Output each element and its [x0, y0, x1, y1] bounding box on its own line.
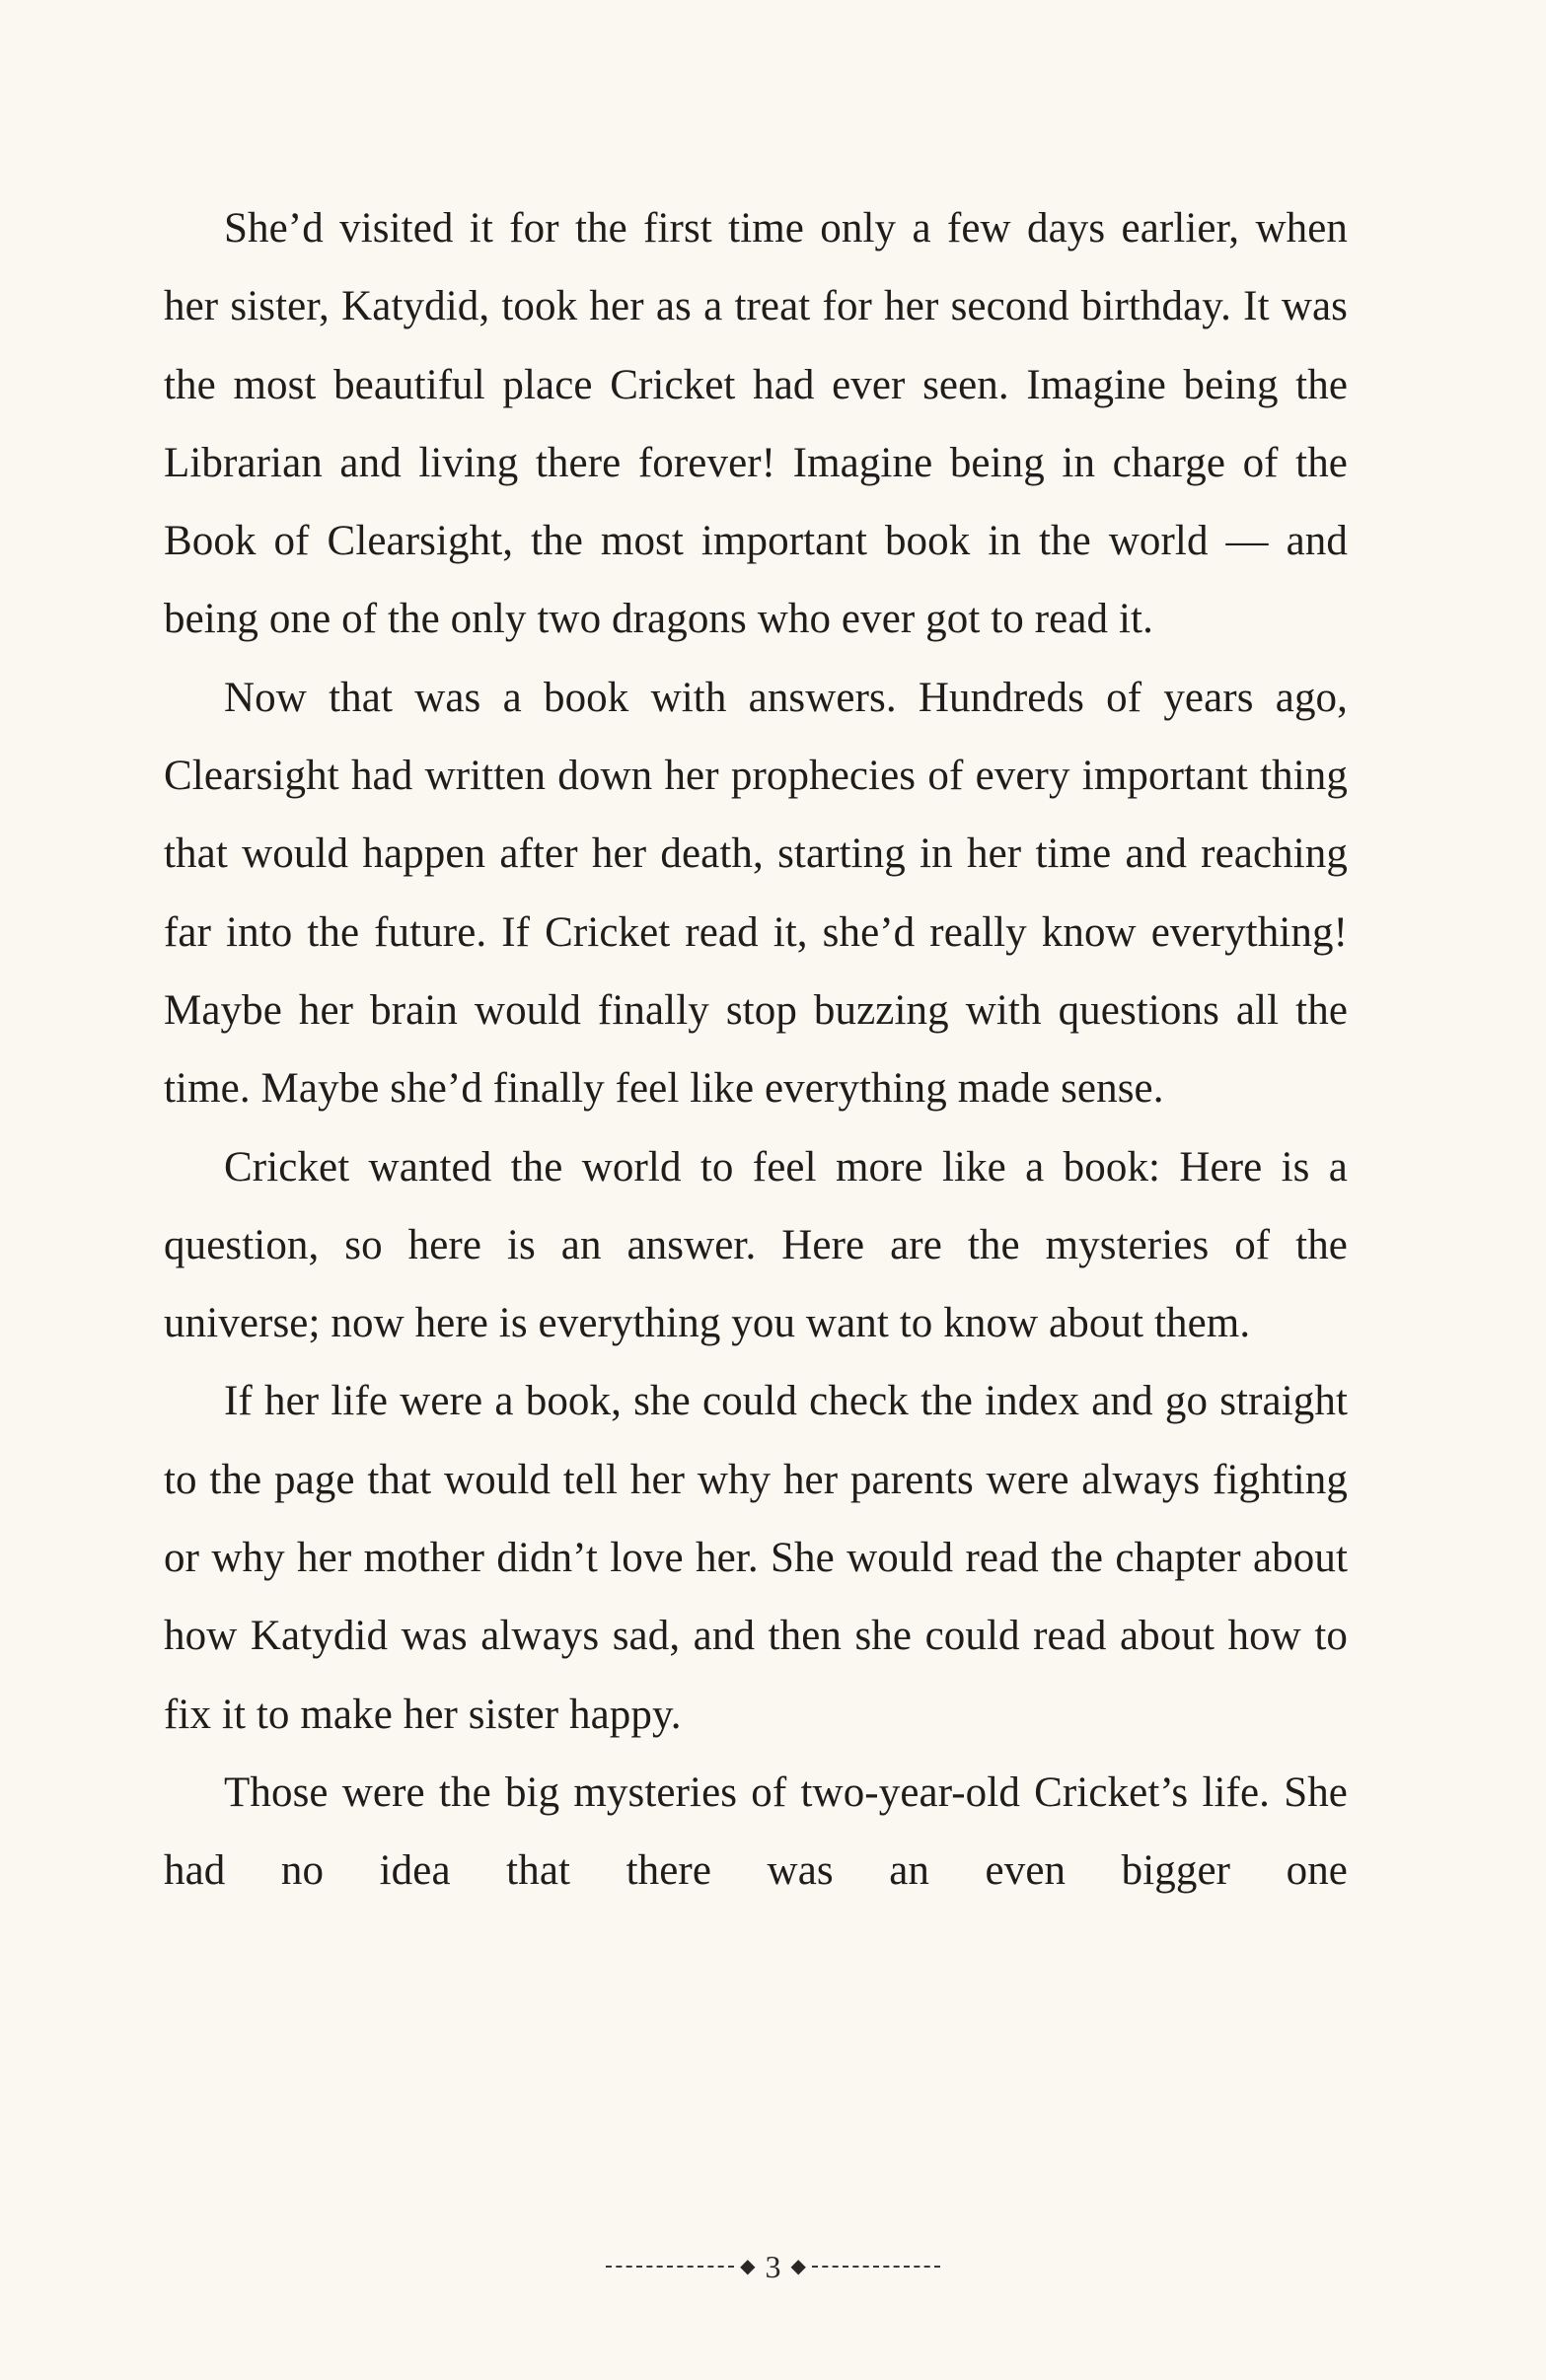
- paragraph-2: Now that was a book with answers. Hundreds of years ago, Clearsight had written down her prophecies of every important thing that would happen after her death, starting in her time and reaching far into the future. If Cricket read it, she’d really know everything! Maybe her brain would finally stop buzzing with questions all the time. Maybe she’d finally feel like everything made sense.: [164, 674, 1348, 1113]
- folio-left-rule: [606, 2266, 734, 2268]
- paragraph-4: If her life were a book, she could check the index and go straight to the page that would tell her why her parents were always fighting or why her mother didn’t love her. She would read the chapter about how Katydid was always sad, and then she could read about how to fix it to make her sister happy.: [164, 1378, 1348, 1738]
- paragraph-3: Cricket wanted the world to feel more like a book: Here is a question, so here is an answer. Here are the mysteries of the universe; now here is everything you want to know about them.: [164, 1143, 1348, 1347]
- page-number: 3: [765, 2249, 781, 2284]
- body-text: [164, 189, 1348, 1911]
- right-ornament-icon: ◆: [790, 2256, 806, 2277]
- left-ornament-icon: ◆: [740, 2256, 756, 2277]
- folio-right-rule: [812, 2266, 940, 2268]
- paragraph-1: She’d visited it for the first time only a few days earlier, when her sister, Katydid, took her as a treat for her second birthday. It was the most beautiful place Cricket had ever seen. Imagine being the Librarian and living there forever! Imagine being in charge of the Book of Clearsight, the most important book in the world — and being one of the only two dragons who ever got to read it.: [164, 205, 1348, 643]
- page-folio: [0, 2251, 1546, 2290]
- paragraph-5: Those were the big mysteries of two-year-old Cricket’s life. She had no idea that there was an even bigger one: [164, 1768, 1348, 1895]
